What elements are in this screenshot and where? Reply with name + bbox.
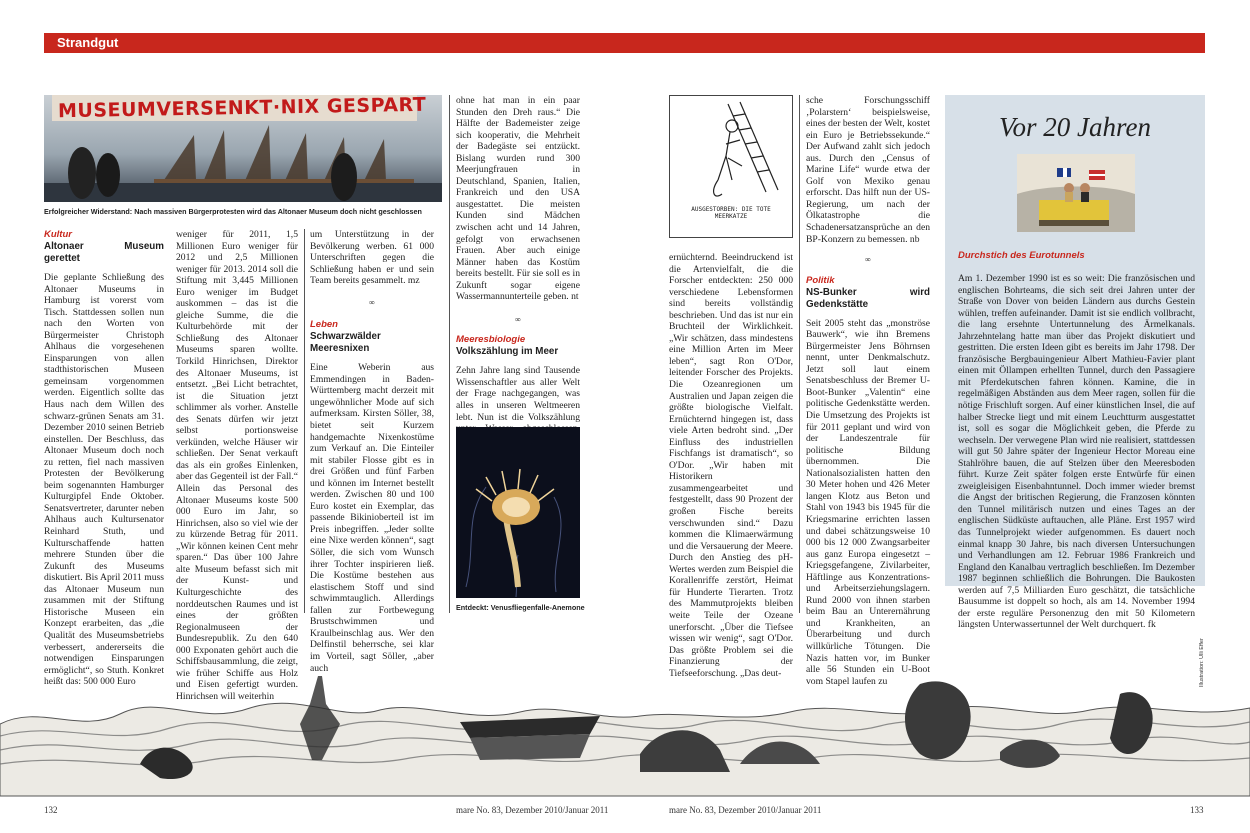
ocean-floor-illustration	[0, 664, 1250, 796]
article-body: um Unterstützung in der Bevölkerung werben. 61 000 Unterschriften gegen die Schließung haben er und sein Team bereits gesammelt. mz	[310, 229, 434, 287]
museum-photo-caption: Erfolgreicher Widerstand: Nach massiven Bürgerprotesten wird das Altonaer Museum doch nicht geschlossen	[44, 207, 422, 216]
anemone-photo-caption: Entdeckt: Venusfliegenfalle-Anemone	[456, 603, 585, 612]
retro-box-text	[958, 273, 1195, 631]
column-rule	[449, 95, 450, 613]
article-title: Schwarzwälder Meeresnixen	[310, 331, 381, 355]
article-body: Die geplante Schließung des Altonaer Museums in Hamburg ist vorerst vom Tisch. Stattdessen sollen nun nach den Worten von Bürgermeister Christoph Ahlhaus die vorgesehenen Einsparungen von allen stadthistorischen Museen gemeinsam vorgenommen werden. Eigentlich sollte das Haus nach dem Willen des schwarz-grünen Senats am 31. Dezember 2010 seinen Betrieb einstellen. Der Beschluss, das Altonaer Museum doch noch zu retten, fiel nach massiven Protesten der Bevölkerung beim sogenannten Hamburger Kulturgipfel Ende Oktober. Senatsvertreter, darunter neben Ahlhaus auch Kultursenator Reinhard Stuth, und Kulturschaffende hatten mehrere Stunden über die Zukunft des Museums diskutiert. Bis April 2011 muss das Altonaer Museum nun zusammen mit der Stiftung Historische Museen ein Konzept erarbeiten, das „die Qualität des Museumsbetriebs verbessert, andererseits die notwendigen Einsparungen ermöglicht“, so Stuth. Konkret heißt das: 500 000 Euro	[44, 272, 164, 688]
article-body: ernüchternd. Beeindruckend ist die Artenvielfalt, die die Forscher entdeckten: 250 000 verschiedene Lebensformen sind bereits vollständig beschrieben. Und das ist nur ein Bruchteil der Wirklichkeit. „Wir schätzen, dass mindestens eine Million Arten im Meer leben“, sagt Ron O'Dor, leitender Forscher des Projekts. Die Ozeanregionen um Australien und Japan zeigen die größte biologische Vielfalt. Ernüchternd hingegen ist, dass viele Arten bedroht sind. „Der Einfluss des industriellen Fischfangs ist dramatisch“, so O'Dor. „Wir haben mit Historikern zusammengearbeitet und festgestellt, dass 90 Prozent der großen Fische bereits verschwunden sind.“ Dazu kommen die Klimaerwärmung und die Versauerung der Meere. Durch den Anstieg des pH-Wertes werden zum Beispiel die Korallenriffe zerstört, Heimat für Hunderte Tierarten. Trotz des Mammutprojekts bleiben weite Teile der Ozeane unerforscht. „Über die Tiefsee wissen wir wenig“, sagt O'Dor. Das größte Problem sei die Finanzierung der Tiefseeforschung. „Das deut-	[669, 252, 793, 679]
retro-box-title: Vor 20 Jahren	[999, 112, 1151, 142]
section-title: Strandgut	[57, 35, 119, 50]
section-bar	[44, 33, 1205, 53]
article-title: NS-Bunker wird Gedenkstätte	[806, 286, 930, 310]
illustration-credit: Illustration: Ulli Effer	[1199, 638, 1205, 687]
column-6	[806, 95, 930, 687]
article-body: Eine Weberin aus Emmendingen in Baden-Württemberg macht derzeit mit ungewöhnlicher Mode auf sich aufmerksam. Kirsten Söller, 38, bietet seit Kurzem handgemachte Nixenkostüme zum Verkauf an. Die Einteiler mit stabiler Flosse gibt es in drei Größen und fünf Farben und können im Internet bestellt werden. Zwischen 80 und 100 Euro kostet ein Exemplar, das passende Bikinioberteil ist im Preis inbegriffen. „Jeder sollte eine Nixe werden können“, sagt Söller, die sich vom Wunsch ihrer Tochter inspirieren ließ. Die Kostüme bestehen aus elastischem Stoff und sind schwimmtauglich. Allerdings fallen zur Fortbewegung Brustschwimmen und Kraulbeinschlag aus. Wer den Delfinstil beherrsche, sei klar im Vorteil, sagt Söller, „aber auch	[310, 362, 434, 674]
page-number-left: 132	[44, 805, 58, 815]
article-kicker: Kultur	[44, 229, 72, 240]
separator-ornament: ∞	[515, 314, 521, 324]
article-kicker: Leben	[310, 319, 338, 331]
article-body: weniger für 2011, 1,5 Millionen Euro weniger für 2012 und 2,5 Millionen weniger für 2013. 2014 soll die Stiftung mit 3,445 Millionen Euro weniger im Budget auskommen – das ist die gleiche Summe, die die Kulturbehörde mit der Schließung des Altonaer Museums sparen wollte. Torkild Hinrichsen, Direktor des Altonaer Museums, ist entsetzt. „Bei Licht betrachtet, ist die Situation jetzt schlimmer als vorher. Anstelle des Senats dürfen wir jetzt selbst portionsweise verkünden, welche Häuser wir schließen. Der Senat verkauft das als ein großes Einlenken, aber das Gegenteil ist der Fall.“ Allein das Personal des Altonaer Museums koste 500 000 Euro im Jahr, so Hinrichsen, also so viel wie der zu kürzende Betrag für 2011. „Wir können keinen Cent mehr sparen.“ Das über 100 Jahre alte Museum befasst sich mit der Kunst- und Kulturgeschichte des norddeutschen Raumes und ist eines der größten Regionalmuseen der Bundesrepublik. Zu den 640 000 Exponaten gehört auch die Schiffsbausammlung, die zeigt, wie früher Schiffe aus Holz und Eisen gefertigt wurden. Hinrichsen will weiterhin	[176, 229, 298, 702]
banner-text: MUSEUMVERSENKT·NIX GESPART	[57, 93, 427, 123]
column-rule	[799, 95, 800, 613]
article-title: Altonaer Museum gerettet	[44, 241, 164, 264]
article-kicker: Politik	[806, 274, 835, 286]
column-rule	[304, 229, 305, 613]
cartoon-caption: AUSGESTORBEN: DIE TOTE MEERKATZE	[691, 206, 771, 220]
column-2	[176, 229, 298, 702]
article-body: ohne hat man in ein paar Stunden den Dreh raus.“ Die Hälfte der Bademeister zeige sich kooperativ, die Mehrheit der Badegäste sei entzückt. Bislang wurden rund 300 Meerjungfrauen in Deutschland, Spanien, Italien, Frankreich und den USA ausgestattet. Die meisten Kunden sind Mädchen zwischen acht und 14 Jahren, gefolgt von erwachsenen Frauen. Aber auch einige Männer haben das Kostüm bereits bestellt. Für sie soll es in Zukunft sogar eigene Wassermannunterteile geben. nt	[456, 95, 580, 303]
retro-box	[945, 95, 1205, 631]
article-kicker: Meeresbiologie	[456, 334, 526, 346]
eurotunnel-photo	[1017, 154, 1135, 232]
column-3	[310, 229, 434, 674]
page-number-right: 133	[1190, 805, 1204, 815]
column-4	[456, 95, 580, 425]
article-body: sche Forschungsschiff ‚Polarstern‘ beispielsweise, eines der besten der Welt, kostet ein Euro je Betriebssekunde.“ Der Aufwand zahlt sich jedoch aus. Durch den „Census of Marine Life“ wurde etwa der Golf von Mexiko genau erforscht. Das hilft nun der US-Regierung, um nach der Ölkatastrophe die Schadenersatzansprüche an den BP-Konzern zu bemessen. nb	[806, 95, 930, 245]
issue-left: mare No. 83, Dezember 2010/Januar 2011	[456, 805, 609, 815]
cartoon-drawing	[669, 95, 793, 238]
issue-right: mare No. 83, Dezember 2010/Januar 2011	[669, 805, 822, 815]
separator-ornament: ∞	[369, 297, 375, 307]
retro-box-kicker: Durchstich des Eurotunnels	[958, 250, 1085, 261]
anemone-photo	[456, 427, 580, 598]
article-body: Zehn Jahre lang sind Tausende Wissenschaftler aus aller Welt der Frage nachgegangen, was alles in unseren Weltmeeren lebt. Nun ist die Volkszählung	[456, 365, 580, 423]
separator-ornament: ∞	[865, 255, 871, 265]
column-5	[669, 252, 793, 679]
article-body: Seit 2005 steht das „monströse Bauwerk“, wie ihn Bremens Bürgermeister Jens Böhrnsen nennt, unter Denkmalschutz. Jetzt soll laut einem Senatsbeschluss der Bremer U-Boot-Bunker „Valentin“ eine politische Gedenkstätte werden. Die Umsetzung des Projekts ist für 2011 geplant und wird von der Landeszentrale für politische Bildung übernommen. Die Nationalsozialisten hatten den 30 Meter hohen und 426 Meter langen Klotz aus Beton und Stahl von 1943 bis 1945 für die Kriegsmarine errichten lassen und dabei schätzungsweise 10 000 bis 12 000 Zwangsarbeiter aus ganz Europa eingesetzt – Kriegsgefangene, Zivilarbeiter, Häftlinge aus Konzentrations- und Arbeitserziehungslagern. Rund 2000 von ihnen starben beim Bau an Unterernährung und Krankheiten, an Überarbeitung und durch willkürliche Tötungen. Die Nazis hatten vor, im Bunker alle 56 Stunden ein U-Boot vom Stapel laufen zu	[806, 317, 930, 687]
article-title: Volkszählung im Meer	[456, 346, 559, 358]
museum-photo	[44, 95, 442, 202]
column-1	[44, 229, 164, 688]
retro-box-body: Am 1. Dezember 1990 ist es so weit: Die französischen und englischen Bohrteams, die sich seit drei Jahren unter der Straße von Dover von beiden Ländern aus durchs Gestein wühlen, treffen aufeinander. Damit ist sie endlich vollbracht, die lang ersehnte Untertunnelung des Ärmelkanals. Jahrzehntelang hatte man über das Projekt diskutiert und gestritten. Die ersten Ideen gibt es bereits im Jahr 1798. Der französische Bergbauingenieur Albert Mathieu-Favier plant einen mit Öllampen erhellten Tunnel, durch den Passagiere mit Pferdekutschen fahren können. Kamine, die in regelmäßigen Abständen aus dem Meer ragen, sollen für die nötige Frischluft sorgen. Auf einer künstlichen Insel, die auf halber Strecke liegt und mit einem Leuchtturm ausgestattet ist, soll es sogar die Möglichkeit geben, die Pferde zu wechseln. Der verwegene Plan wird nie realisiert, stattdessen will gut 50 Jahre später der Ingenieur Hector Moreau eine Stahlröhre bauen, die auf Stelzen über den Meeresboden führt. Kurze Zeit später folgen erste Entwürfe für einen zweigleisigen Eisenbahntunnel. Doch immer wieder bremst die Angst der britischen Regierung, die Franzosen könnten den Tunnel militärisch nutzen und eines Tages an der englischen Südküste auftauchen, alle Pläne. Erst 1957 wird das Tunnelprojekt wieder aufgenommen. Es dauert noch einmal knapp 30 Jahre, bis nach diversen Untersuchungen und Verhandlungen am 12. Februar 1986 Frankreich und England den Kanalbau vertraglich beschließen. Im Dezember 1987 beginnen schließlich die Bohrungen. Die Baukosten werden auf 7,5 Milliarden Euro geschätzt, die tatsächliche Bausumme ist doppelt so hoch, als am 14. November 1994 der erste reguläre Personenzug den mit 50 Kilometern längsten Unterwassertunnel der Welt durchquert. fk	[958, 273, 1195, 631]
